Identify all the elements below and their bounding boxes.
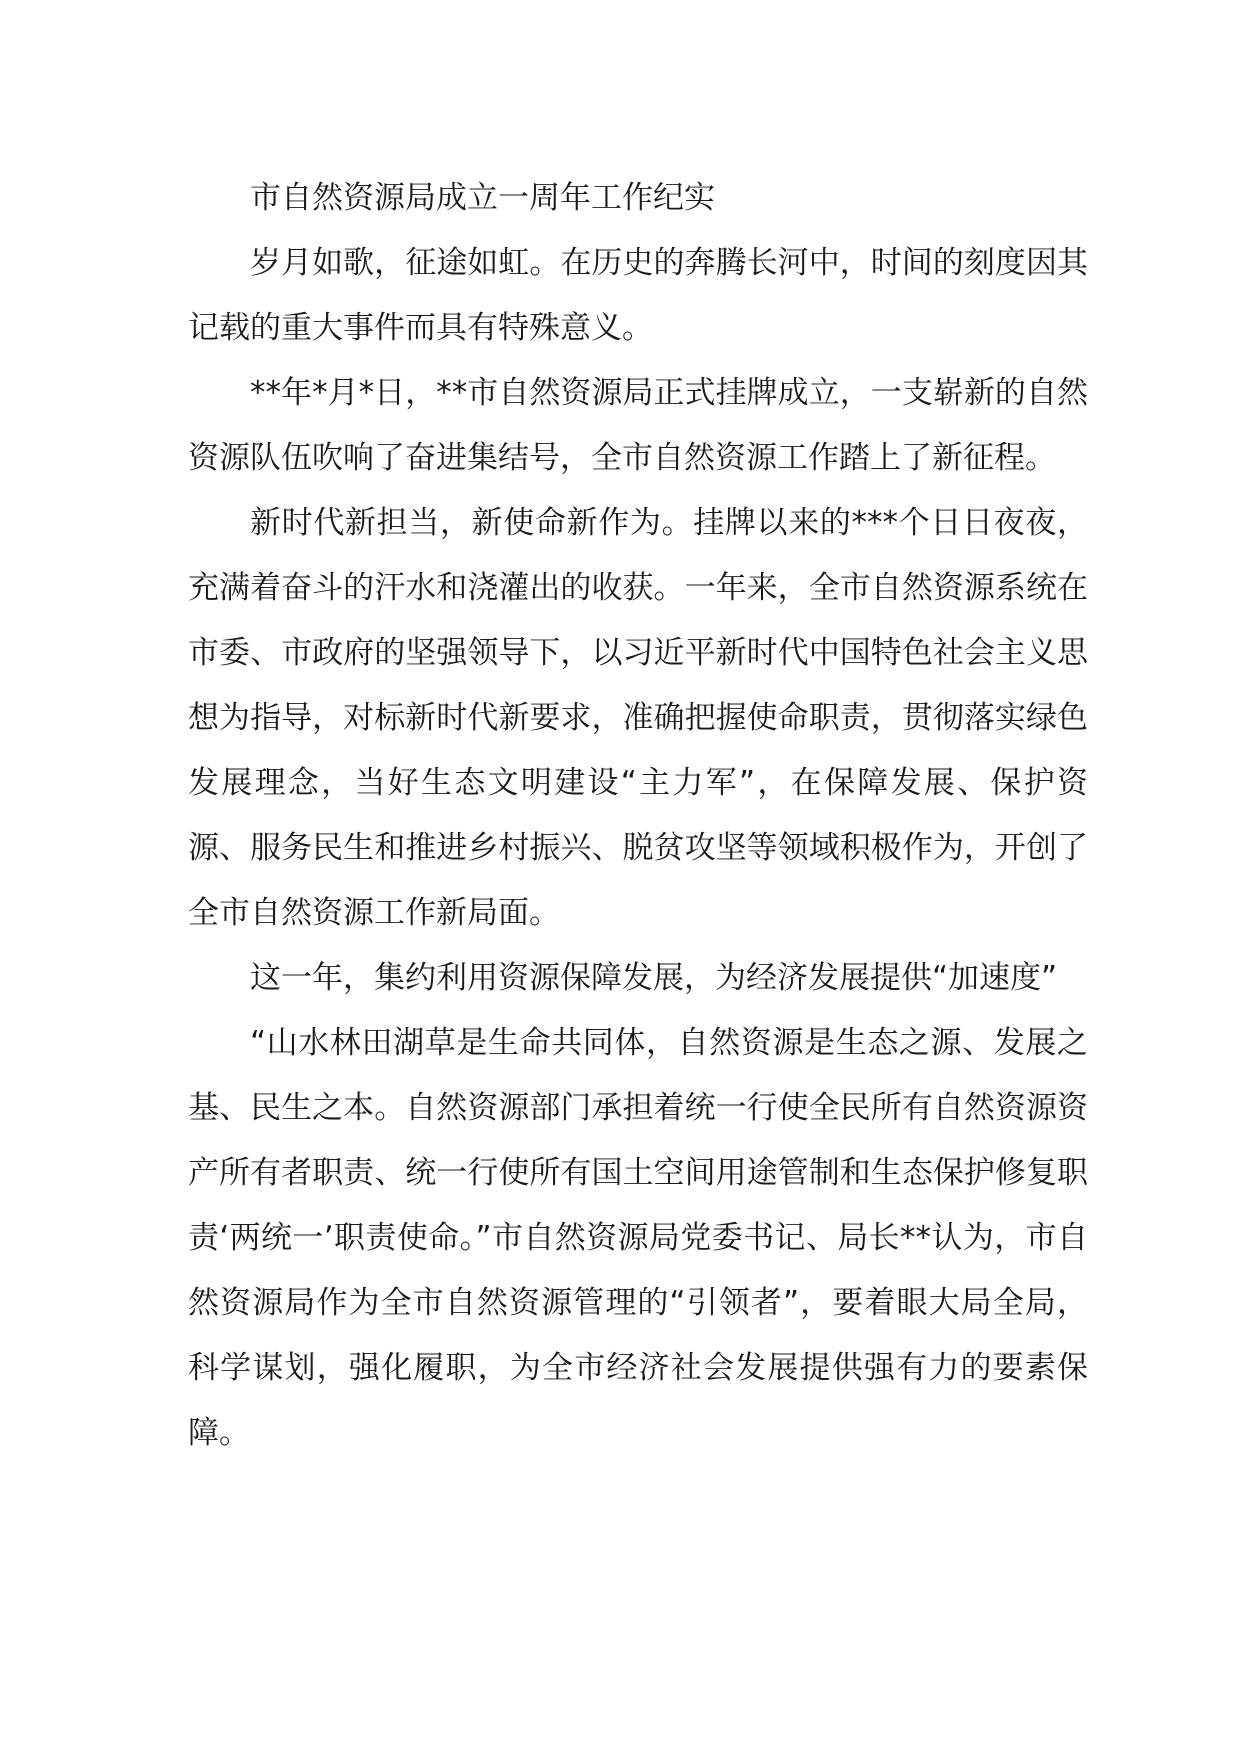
document-body [188, 166, 1088, 1466]
paragraph-1: 岁月如歌，征途如虹。在历史的奔腾长河中，时间的刻度因其记载的重大事件而具有特殊意义。 [188, 245, 1088, 346]
document-title: 市自然资源局成立一周年工作纪实 [250, 180, 715, 216]
paragraph-4: 这一年，集约利用资源保障发展，为经济发展提供“加速度” [250, 960, 1058, 996]
paragraph-3: 新时代新担当，新使命新作为。挂牌以来的***个日日夜夜，充满着奋斗的汗水和浇灌出的收获。一年来，全市自然资源系统在市委、市政府的坚强领导下，以习近平新时代中国特色社会主义思想为指导，对标新时代新要求，准确把握使命职责，贯彻落实绿色发展理念，当好生态文明建设“主力军”，在保障发展、保护资源、服务民生和推进乡村振兴、脱贫攻坚等领域积极作为，开创了全市自然资源工作新局面。 [188, 505, 1088, 931]
paragraph-5: “山水林田湖草是生命共同体，自然资源是生态之源、发展之基、民生之本。自然资源部门承担着统一行使全民所有自然资源资产所有者职责、统一行使所有国土空间用途管制和生态保护修复职责‘两统一’职责使命。”市自然资源局党委书记、局长**认为，市自然资源局作为全市自然资源管理的“引领者”，要着眼大局全局，科学谋划，强化履职，为全市经济社会发展提供强有力的要素保障。 [188, 1025, 1088, 1451]
paragraph-2: **年*月*日，**市自然资源局正式挂牌成立，一支崭新的自然资源队伍吹响了奋进集结号，全市自然资源工作踏上了新征程。 [188, 375, 1088, 476]
